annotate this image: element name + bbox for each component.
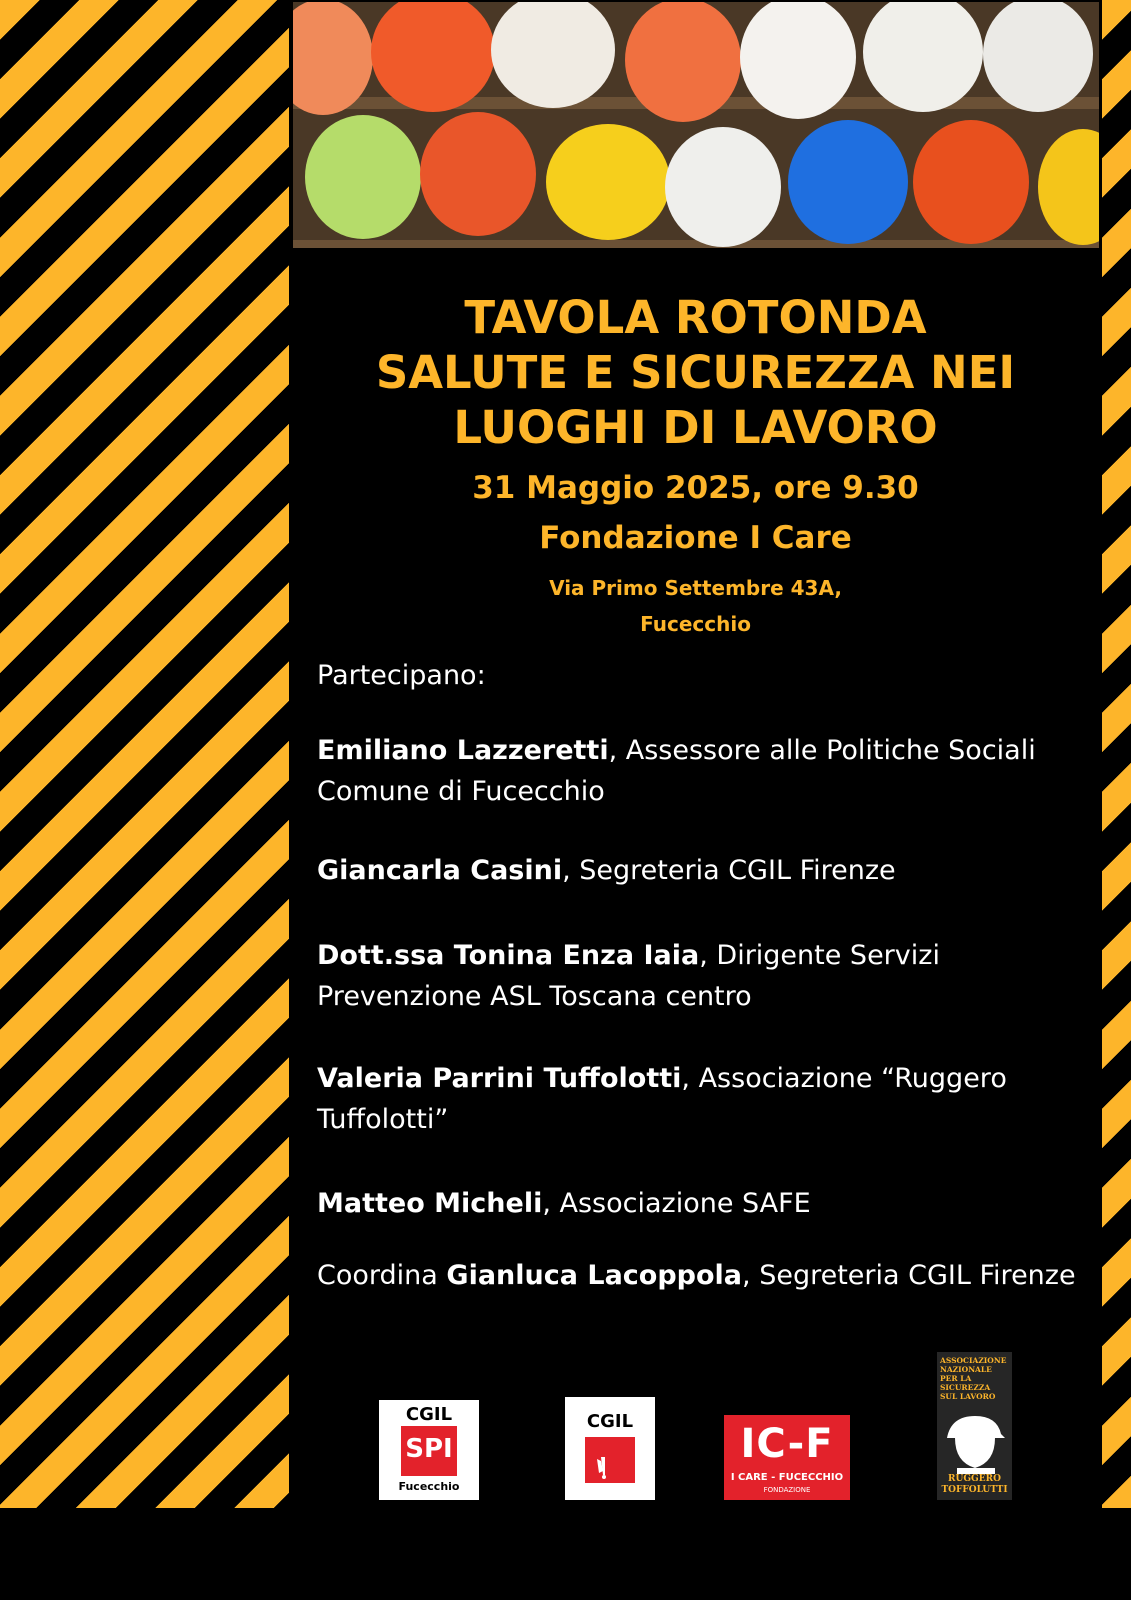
participant-4 (317, 1058, 1087, 1140)
hazard-stripes-right (1102, 0, 1131, 1508)
participant-role: , Segreteria CGIL Firenze (562, 855, 896, 886)
participant-1 (317, 730, 1087, 812)
participant-name: Dott.ssa Tonina Enza Iaia (317, 940, 700, 971)
icf-logo-line2: FONDAZIONE (763, 1486, 811, 1494)
event-venue: Fondazione I Care (539, 520, 852, 556)
cgil-logo-top: CGIL (586, 1411, 634, 1432)
coordinator-role: , Segreteria CGIL Firenze (742, 1260, 1076, 1291)
participant-role: , Associazione SAFE (542, 1188, 811, 1219)
address-line-2: Fucecchio (640, 612, 751, 636)
bottom-band (0, 1508, 1131, 1600)
partner-logos (289, 1350, 1102, 1500)
spi-logo-mid: SPI (405, 1434, 453, 1464)
title-line-1: TAVOLA ROTONDA (464, 291, 927, 344)
association-logo (937, 1352, 1012, 1500)
spi-logo-top: CGIL (405, 1404, 453, 1425)
icf-logo-mark: IC-F (740, 1421, 834, 1467)
participant-name: Valeria Parrini Tuffolotti (317, 1063, 682, 1094)
participant-role: , Assessore alle Politiche Sociali Comune di Fucecchio (317, 735, 1036, 807)
spi-logo-bottom: Fucecchio (398, 1480, 460, 1493)
association-logo-text: ASSOCIAZIONE NAZIONALE PER LA SICUREZZA SUL LAVORO (940, 1356, 1007, 1401)
cgil-logo (565, 1397, 655, 1500)
participant-role: , Associazione “Ruggero Tuffolotti” (317, 1063, 1007, 1135)
poster-content (289, 0, 1102, 1508)
fleur-de-lis-icon (585, 1437, 635, 1483)
participant-role: , Dirigente Servizi Prevenzione ASL Toscana centro (317, 940, 940, 1012)
title-line-3: LUOGHI DI LAVORO (453, 401, 938, 454)
address-line-1: Via Primo Settembre 43A, (549, 576, 842, 600)
hazard-stripes-left (0, 0, 289, 1508)
participant-name: Giancarla Casini (317, 855, 563, 886)
event-address (289, 570, 1102, 642)
association-logo-name: RUGGERO TOFFOLUTTI (941, 1474, 1008, 1495)
worker-silhouette-icon (937, 1404, 1012, 1474)
icf-logo-line1: I CARE - FUCECCHIO (730, 1472, 844, 1483)
coordinator (317, 1255, 1087, 1296)
spi-logo-box (401, 1426, 457, 1476)
participant-3 (317, 935, 1087, 1017)
participant-2 (317, 850, 1087, 891)
coordinator-prefix: Coordina (317, 1260, 447, 1291)
participants-intro: Partecipano: (317, 660, 486, 691)
event-date-time: 31 Maggio 2025, ore 9.30 (472, 470, 919, 506)
event-title (289, 290, 1102, 455)
spi-cgil-logo (379, 1400, 479, 1500)
cgil-logo-box (585, 1437, 635, 1483)
icf-logo (724, 1415, 850, 1500)
participant-name: Emiliano Lazzeretti (317, 735, 609, 766)
hard-hats-photo (293, 2, 1099, 248)
participant-name: Matteo Micheli (317, 1188, 543, 1219)
coordinator-name: Gianluca Lacoppola (446, 1260, 743, 1291)
title-line-2: SALUTE E SICUREZZA NEI (375, 346, 1016, 399)
participant-5 (317, 1183, 1087, 1224)
